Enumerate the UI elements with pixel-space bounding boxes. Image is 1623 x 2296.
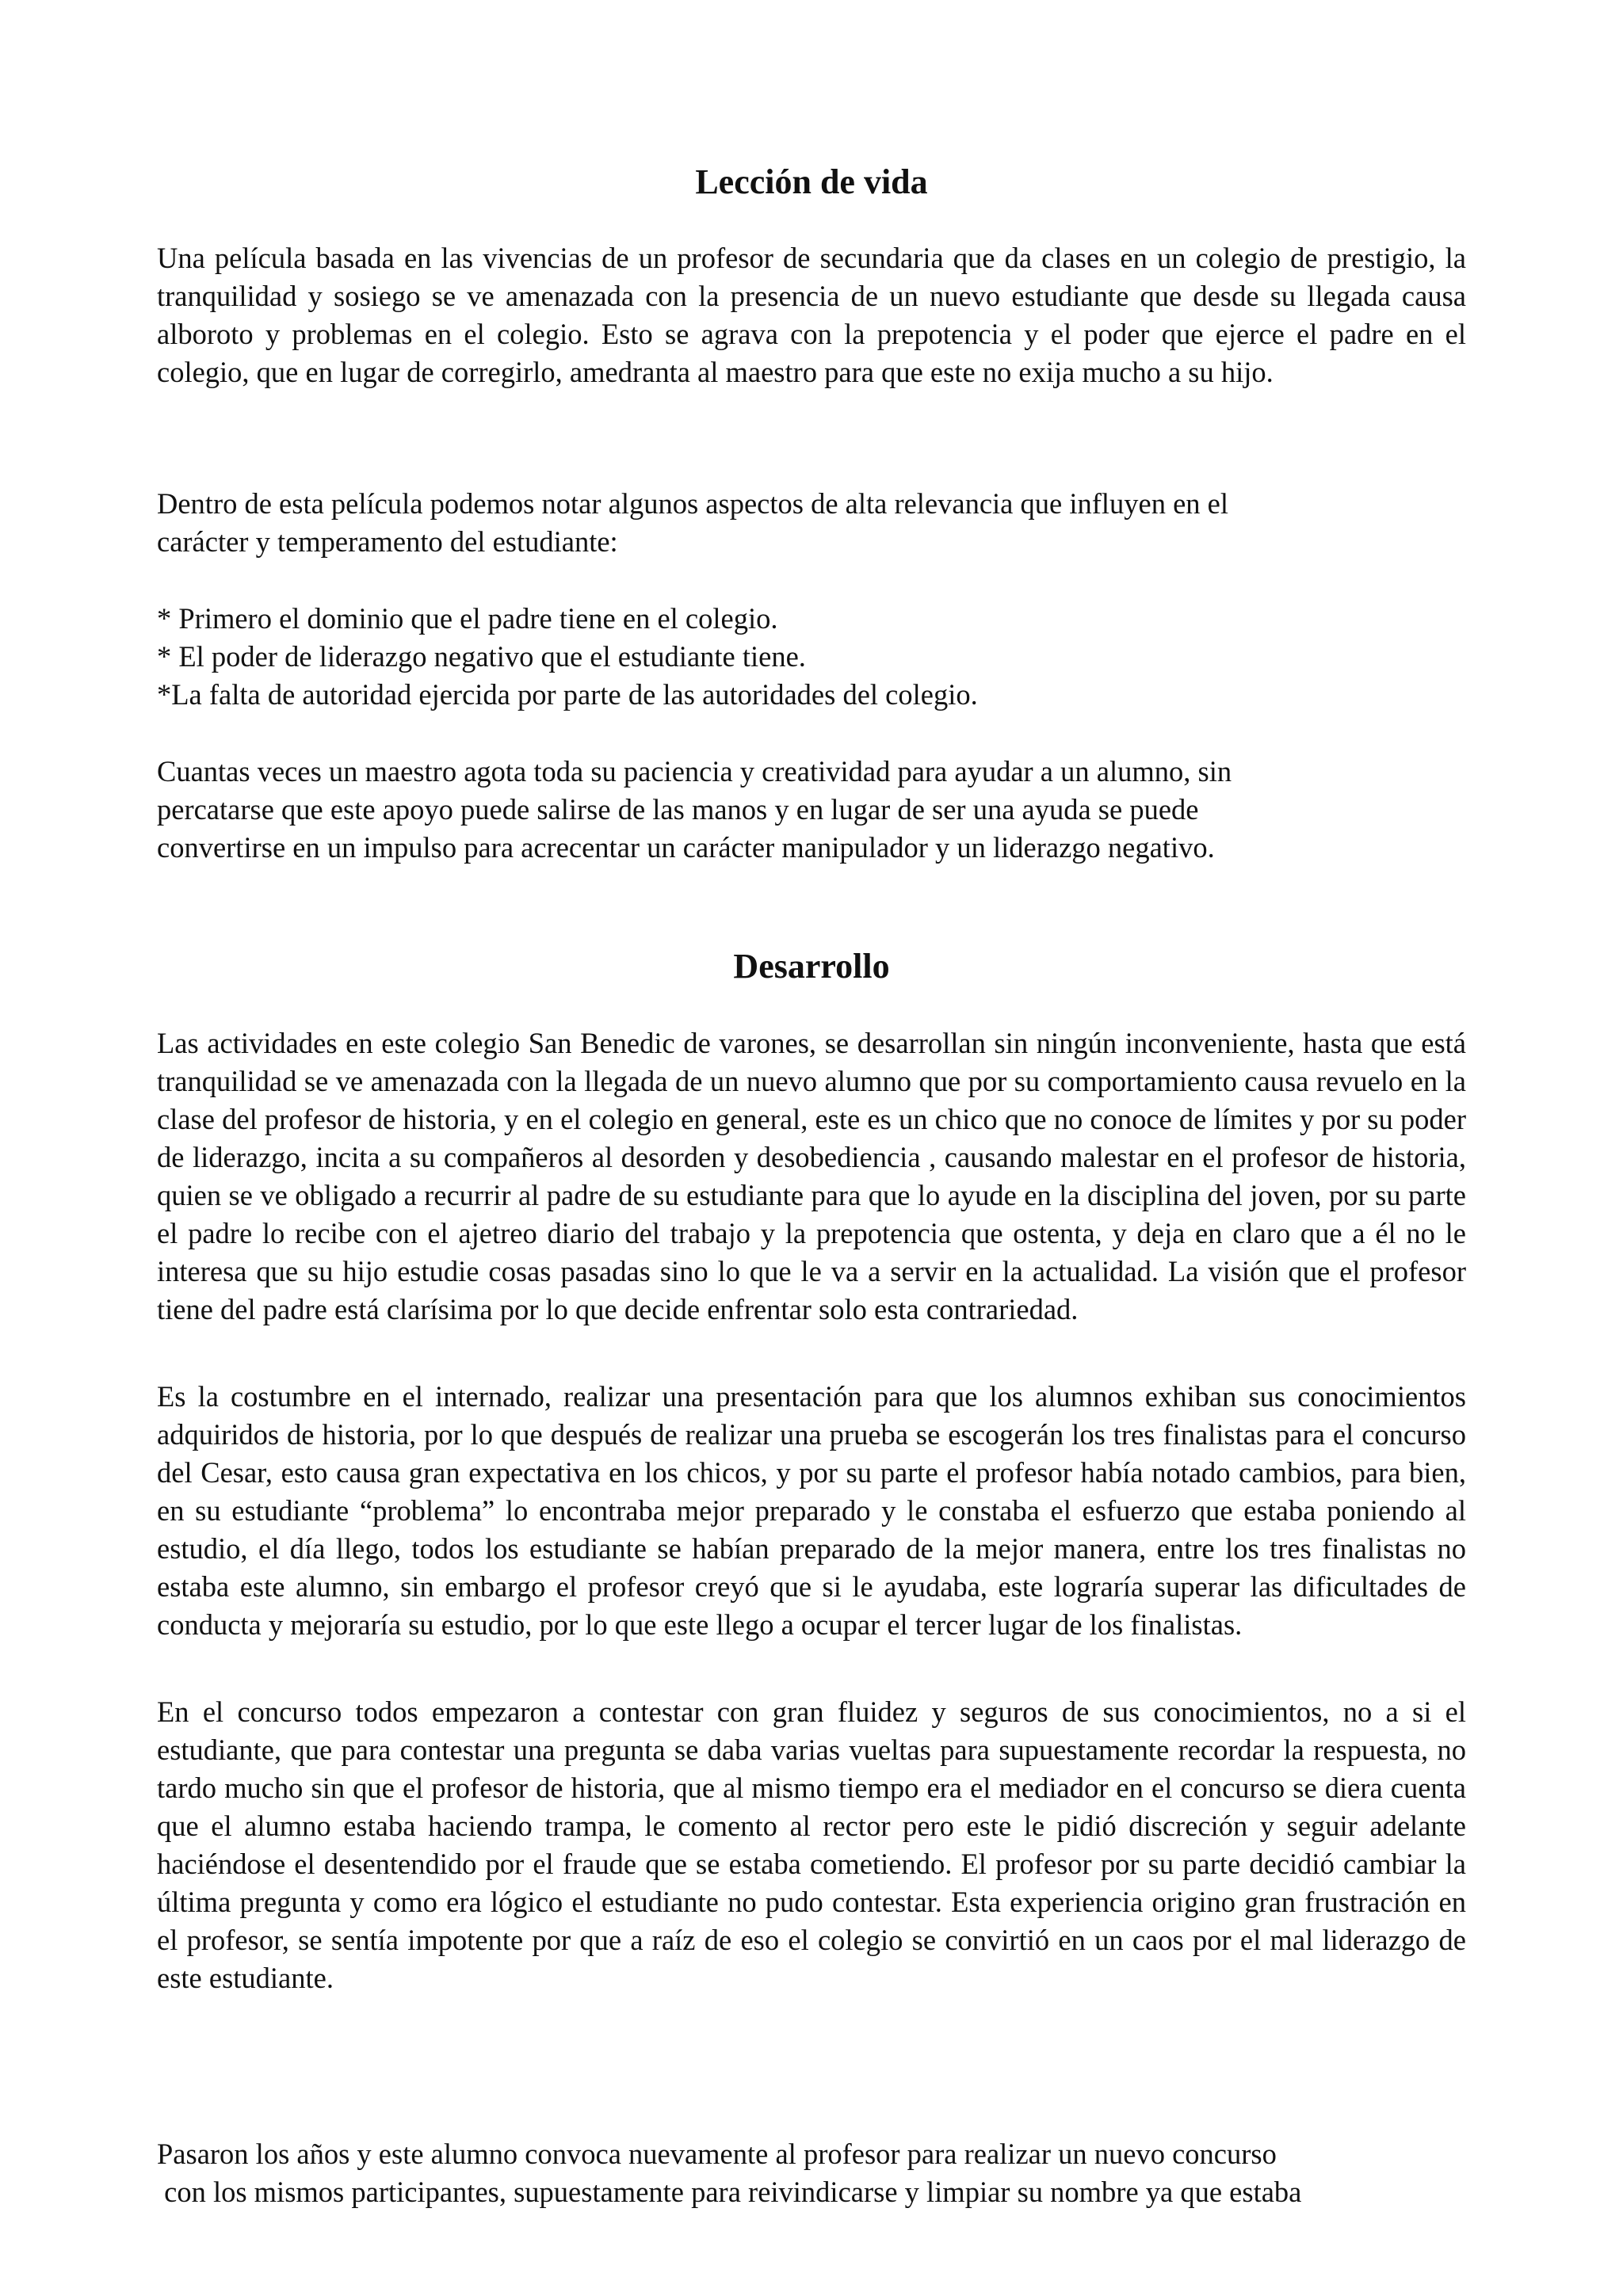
aspects-list (157, 600, 1466, 714)
list-item: * Primero el dominio que el padre tiene en el colegio. (157, 602, 778, 635)
development-paragraph: En el concurso todos empezaron a contestar con gran fluidez y seguros de sus conocimientos, no a si el estudiante, que para contestar una pregunta se daba varias vueltas para supuestamente recordar la respuesta, no tardo mucho sin que el profesor de historia, que al mismo tiempo era el mediador en el concurso se diera cuenta que el alumno estaba haciendo trampa, le comento al rector pero este le pidió discreción y seguir adelante haciéndose el desentendido por el fraude que se estaba cometiendo. El profesor por su parte decidió cambiar la última pregunta y como era lógico el estudiante no pudo contestar. Esta experiencia origino gran frustración en el profesor, se sentía impotente por que a raíz de eso el colegio se convirtió en un caos por el mal liderazgo de este estudiante. (157, 1695, 1466, 1994)
text-line: convertirse en un impulso para acrecentar un carácter manipulador y un liderazgo negativo. (157, 831, 1215, 864)
text-line: carácter y temperamento del estudiante: (157, 525, 618, 558)
text-line: Pasaron los años y este alumno convoca nuevamente al profesor para realizar un nuevo concurso (157, 2138, 1277, 2170)
list-item: *La falta de autoridad ejercida por parte de las autoridades del colegio. (157, 678, 978, 711)
text-line: Dentro de esta película podemos notar algunos aspectos de alta relevancia que influyen en el (157, 487, 1229, 520)
reflection-paragraph (157, 753, 1466, 867)
document-title: Lección de vida (695, 162, 928, 201)
section-title: Desarrollo (733, 947, 890, 986)
list-item: * El poder de liderazgo negativo que el estudiante tiene. (157, 640, 806, 673)
development-paragraph: Es la costumbre en el internado, realizar una presentación para que los alumnos exhiban sus conocimientos adquiridos de historia, por lo que después de realizar una prueba se escogerán los tres finalistas para el concurso del Cesar, esto causa gran expectativa en los chicos, y por su parte el profesor había notado cambios, para bien, en su estudiante “problema” lo encontraba mejor preparado y le constaba el esfuerzo que estaba poniendo al estudio, el día llego, todos los estudiante se habían preparado de la mejor manera, entre los tres finalistas no estaba este alumno, sin embargo el profesor creyó que si le ayudaba, este lograría superar las dificultades de conducta y mejoraría su estudio, por lo que este llego a ocupar el tercer lugar de los finalistas. (157, 1380, 1466, 1641)
development-paragraph (157, 2135, 1466, 2211)
text-line: percatarse que este apoyo puede salirse de las manos y en lugar de ser una ayuda se puede (157, 793, 1199, 826)
intro-paragraph: Una película basada en las vivencias de un profesor de secundaria que da clases en un colegio de prestigio, la tranquilidad y sosiego se ve amenazada con la presencia de un nuevo estudiante que desde su llegada causa alboroto y problemas en el colegio. Esto se agrava con la prepotencia y el poder que ejerce el padre en el colegio, que en lugar de corregirlo, amedranta al maestro para que este no exija mucho a su hijo. (157, 242, 1466, 388)
intro-aspects-paragraph (157, 485, 1466, 561)
text-line: con los mismos participantes, supuestamente para reivindicarse y limpiar su nombre ya que estaba (157, 2176, 1302, 2208)
text-line: Cuantas veces un maestro agota toda su paciencia y creatividad para ayudar a un alumno, sin (157, 755, 1232, 788)
development-paragraph: Las actividades en este colegio San Benedic de varones, se desarrollan sin ningún inconveniente, hasta que está tranquilidad se ve amenazada con la llegada de un nuevo alumno que por su comportamiento causa revuelo en la clase del profesor de historia, y en el colegio en general, este es un chico que no conoce de límites y por su poder de liderazgo, incita a su compañeros al desorden y desobediencia , causando malestar en el profesor de historia, quien se ve obligado a recurrir al padre de su estudiante para que lo ayude en la disciplina del joven, por su parte el padre lo recibe con el ajetreo diario del trabajo y la prepotencia que ostenta, y deja en claro que a él no le interesa que su hijo estudie cosas pasadas sino lo que le va a servir en la actualidad. La visión que el profesor tiene del padre está clarísima por lo que decide enfrentar solo esta contrariedad. (157, 1027, 1466, 1325)
